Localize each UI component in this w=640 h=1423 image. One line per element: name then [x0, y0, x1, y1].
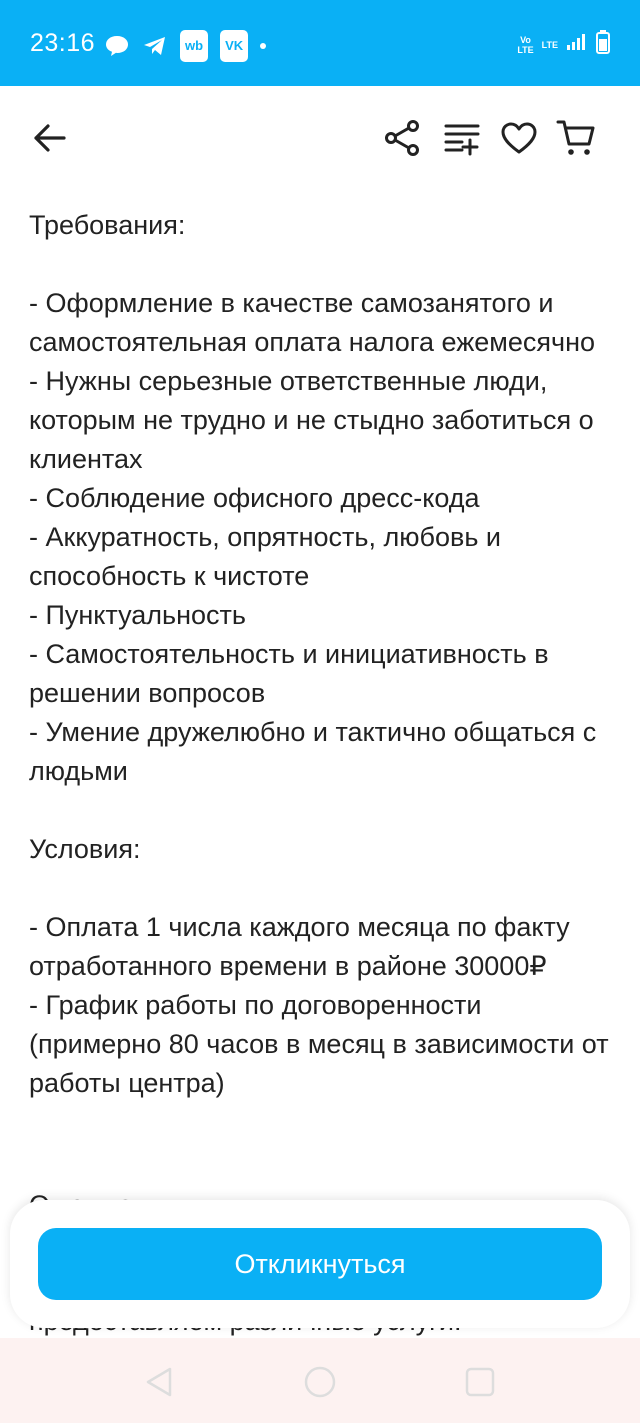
requirement-item: - Самостоятельность и инициативность в решении вопросов: [29, 639, 549, 708]
nav-back-button[interactable]: [139, 1362, 179, 1402]
square-recents-icon: [463, 1365, 497, 1399]
respond-panel: [10, 1200, 630, 1328]
circle-home-icon: [303, 1365, 337, 1399]
status-time: 23:16: [30, 29, 96, 57]
more-notifications-icon: [260, 33, 266, 59]
system-icons: [517, 30, 610, 59]
condition-item: - Оплата 1 числа каждого месяца по факту отработанного времени в районе 30000₽: [29, 912, 570, 981]
requirement-item: - Соблюдение офисного дресс-кода: [29, 483, 480, 513]
about-company-heading: [29, 1186, 619, 1198]
list-add-icon: [442, 120, 482, 156]
status-bar: [0, 0, 640, 86]
notification-icons: [104, 30, 266, 62]
condition-item: - График работы по договоренности (примерно 80 часов в месяц в зависимости от работы центра): [29, 990, 609, 1098]
favorite-button[interactable]: [497, 116, 541, 160]
requirement-item: - Аккуратность, опрятность, любовь и способность к чистоте: [29, 522, 501, 591]
vacancy-description: [29, 206, 619, 1103]
requirement-item: - Пунктуальность: [29, 600, 246, 630]
nav-recents-button[interactable]: [460, 1362, 500, 1402]
triangle-back-icon: [142, 1365, 176, 1399]
wildberries-icon: wb: [180, 30, 208, 62]
requirements-heading: Требования:: [29, 210, 186, 240]
share-icon: [383, 119, 421, 157]
requirement-item: - Нужны серьезные ответственные люди, которым не трудно и не стыдно заботиться о клиентах: [29, 366, 594, 474]
lte-label: LTE: [541, 39, 558, 50]
compare-button[interactable]: [440, 116, 484, 160]
top-toolbar: [0, 86, 640, 186]
requirement-item: - Умение дружелюбно и тактично общаться с людьми: [29, 717, 597, 786]
signal-icon: [566, 33, 588, 56]
cart-button[interactable]: [554, 116, 598, 160]
system-navigation-bar: [0, 1338, 640, 1423]
telegram-icon: [142, 33, 168, 59]
chat-bubble-icon: [104, 33, 130, 59]
volte-label: Vo LTE: [517, 34, 534, 55]
vk-icon: VK: [220, 30, 248, 62]
requirement-item: - Оформление в качестве самозанятого и самостоятельная оплата налога ежемесячно: [29, 288, 595, 357]
back-button[interactable]: [28, 116, 72, 160]
heart-icon: [500, 121, 538, 155]
battery-icon: [596, 30, 610, 59]
conditions-heading: Условия:: [29, 834, 141, 864]
respond-button[interactable]: Откликнуться: [38, 1228, 602, 1300]
share-button[interactable]: [380, 116, 424, 160]
cart-icon: [556, 118, 596, 158]
arrow-left-icon: [33, 123, 67, 153]
nav-home-button[interactable]: [300, 1362, 340, 1402]
